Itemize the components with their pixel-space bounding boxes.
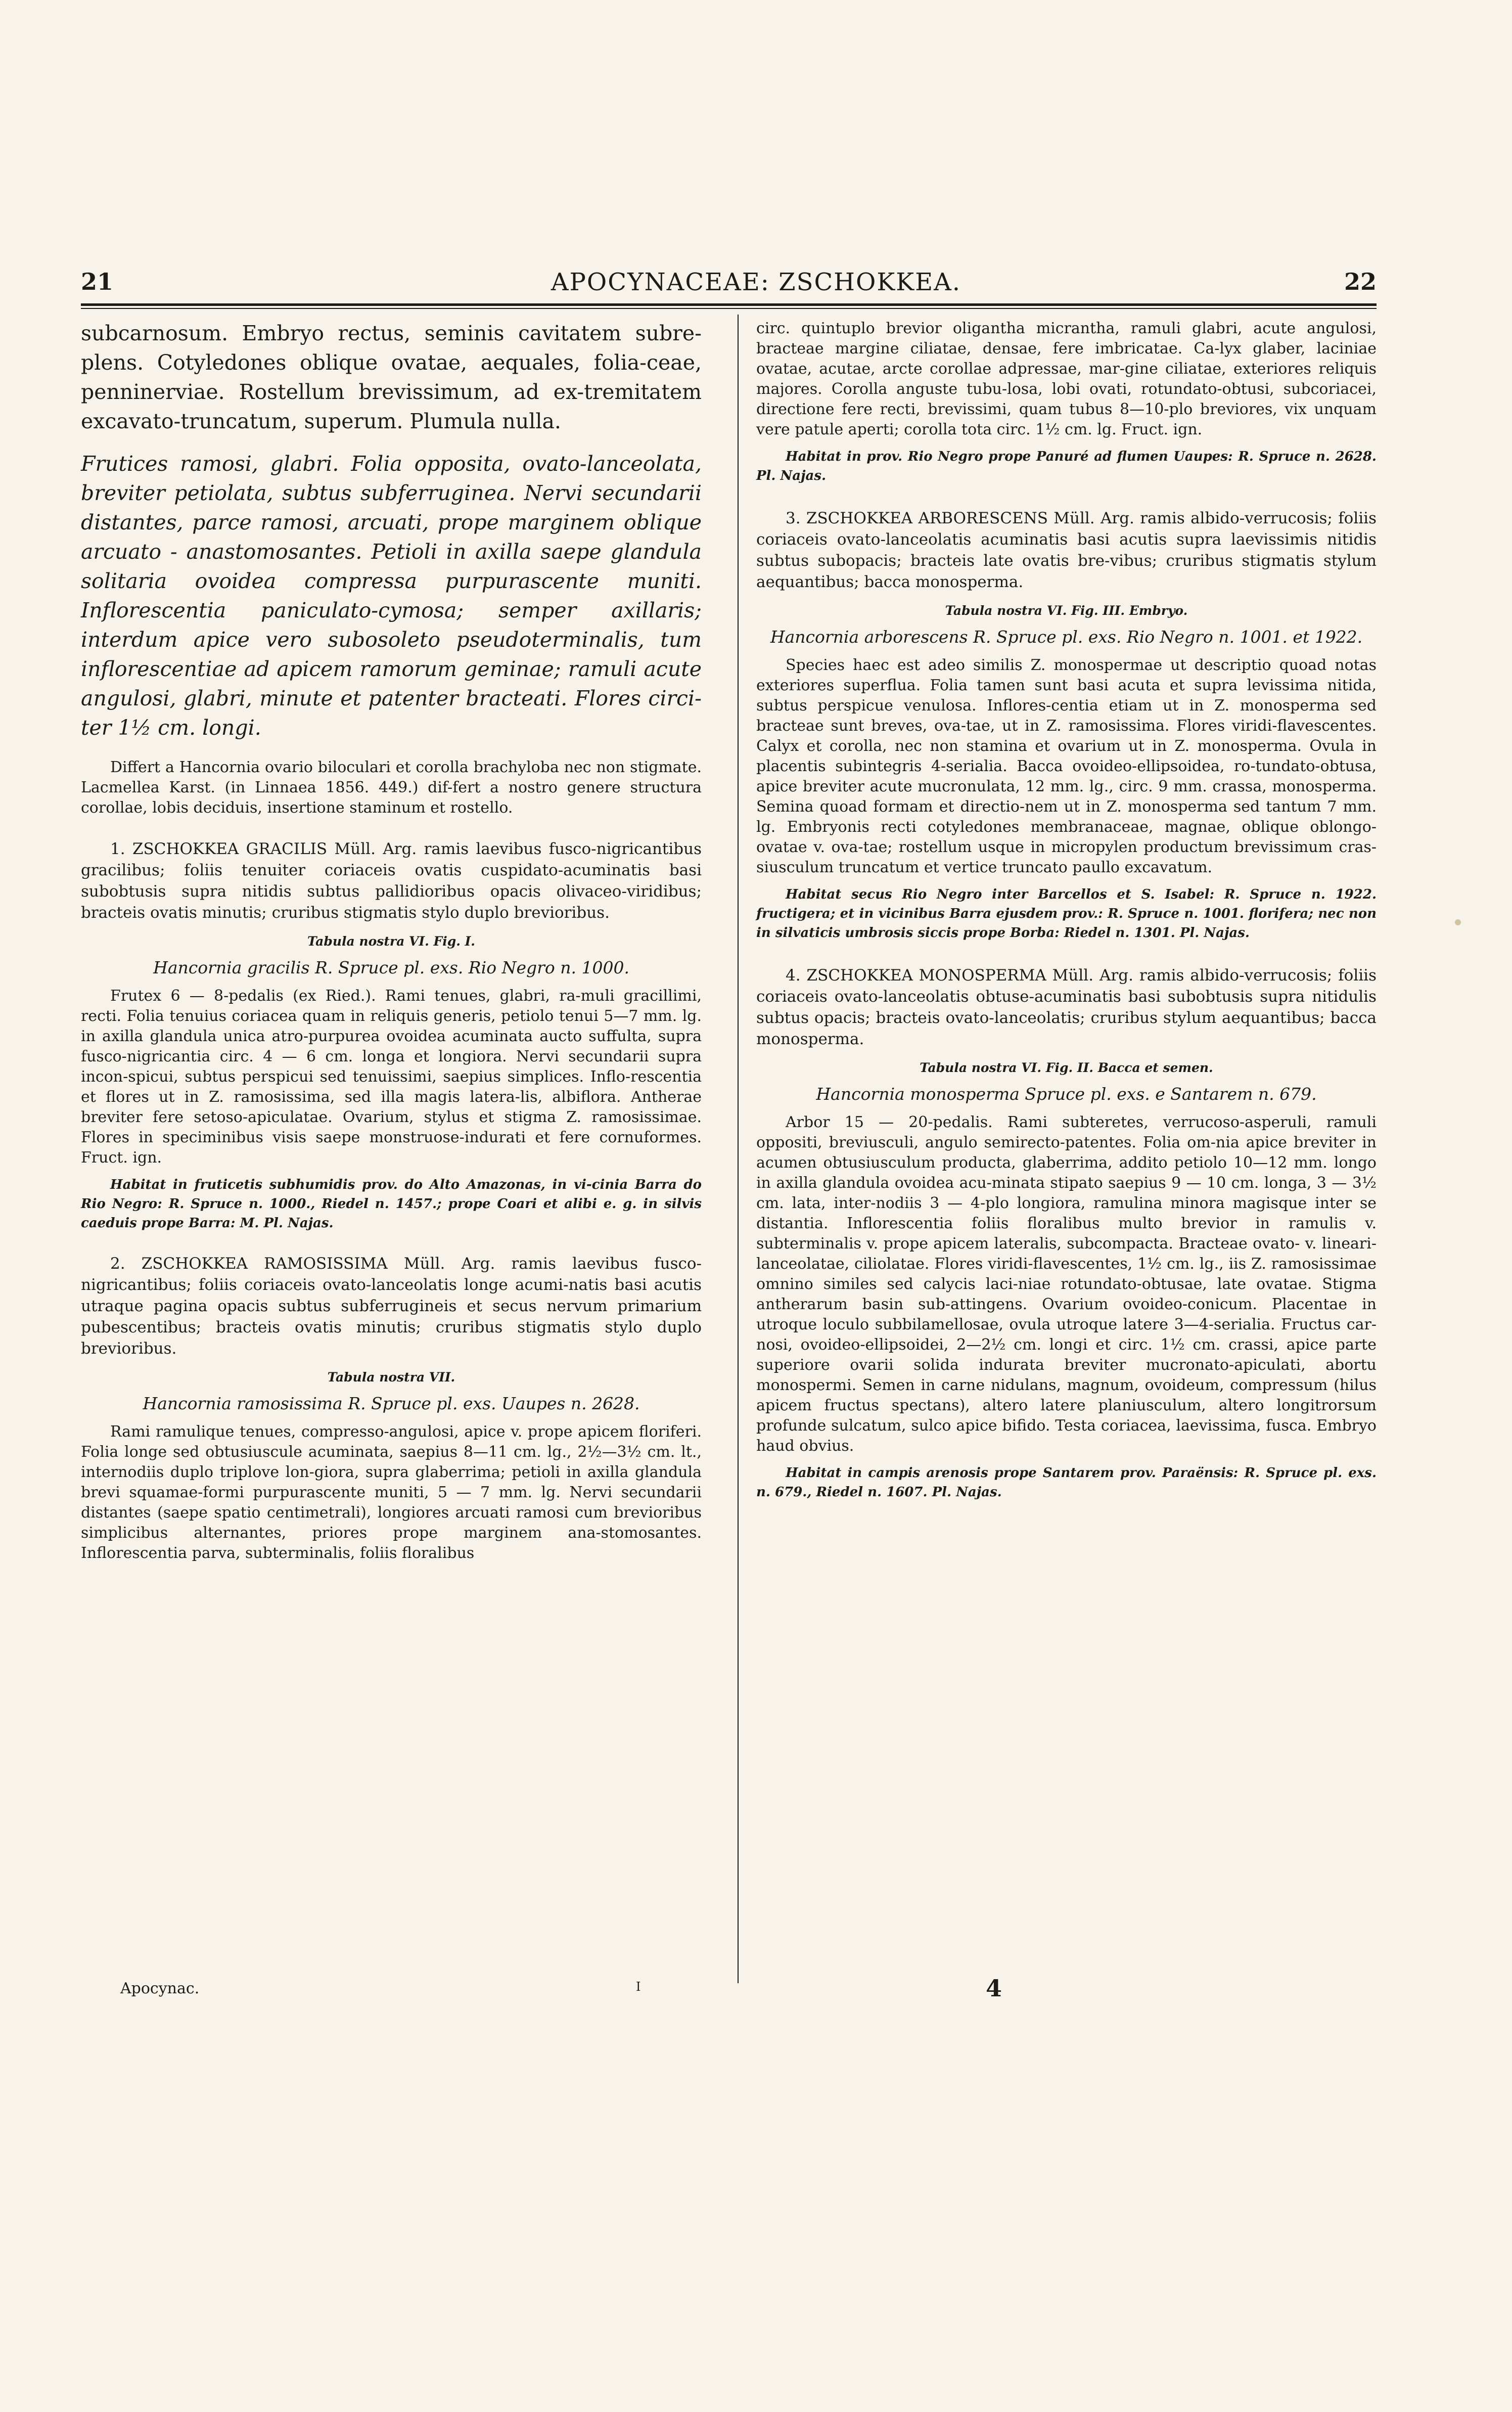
left-column: [81, 319, 702, 1564]
species-3-habitat: Habitat secus Rio Negro inter Barcellos et S. Isabel: R. Spruce n. 1922. fructigera; et in vicinibus Barra ejusdem prov.: R. Spruce n. 1001. florifera; nec non in silvaticis umbrosis siccis prope Borba: Riedel n. 1301. Pl. Najas.: [756, 887, 1377, 941]
foxing-spot: [1455, 919, 1461, 925]
species-2-description: Rami ramulique tenues, compresso-angulosi, apice v. prope apicem floriferi. Folia longe sed obtusiuscule acuminata, saepius 8—11 cm. lg., 2½—3½ cm. lt., internodiis duplo triplove lon-giora, supra glaberrima; petioli in axilla glandula brevi squamae-formi purpurascente muniti, 5 — 7 mm. lg. Nervi secundarii distantes (saepe spatio centimetrali), longiores arcuati ramosi cum brevioribus simplicibus alternantes, priores prope marginem ana-stomosantes. Inflorescentia parva, subterminalis, foliis floralibus: [81, 1423, 702, 1562]
footer-sheet-number: 4: [986, 1975, 1002, 2002]
header-rule-thin: [81, 308, 1377, 309]
species-1-synonym: Hancornia gracilis R. Spruce pl. exs. Rio Negro n. 1000.: [153, 958, 629, 977]
page-number-right: 22: [1344, 268, 1377, 295]
running-title: APOCYNACEAE: ZSCHOKKEA.: [551, 268, 961, 296]
species-4-synonym: Hancornia monosperma Spruce pl. exs. e Santarem n. 679.: [816, 1084, 1317, 1104]
species-1-plate: Tabula nostra VI. Fig. I.: [307, 934, 476, 949]
species-4-habitat: Habitat in campis arenosis prope Santarem prov. Paraënsis: R. Spruce pl. exs. n. 679., Riedel n. 1607. Pl. Najas.: [756, 1465, 1377, 1500]
page-number-left: 21: [81, 268, 114, 295]
species-2-synonym: Hancornia ramosissima R. Spruce pl. exs. Uaupes n. 2628.: [143, 1394, 640, 1413]
running-header: [0, 268, 1512, 308]
species-3-heading: 3. ZSCHOKKEA ARBORESCENS Müll. Arg. ramis albido-verrucosis; foliis coriaceis ovato-lanceolatis acuminatis basi acutis supra laevissimis nitidis subtus subopacis; bracteis late ovatis bre-vibus; cruribus stigmatis stylum aequantibus; bacca monosperma.: [756, 509, 1377, 591]
species-2-habitat: Habitat in prov. Rio Negro prope Panuré ad flumen Uaupes: R. Spruce n. 2628. Pl. Najas.: [756, 449, 1377, 483]
species-4-heading: 4. ZSCHOKKEA MONOSPERMA Müll. Arg. ramis albido-verrucosis; foliis coriaceis ovato-lanceolatis obtuse-acuminatis basi subobtusis supra nitidulis subtus opacis; bracteis ovato-lanceolatis; cruribus stylum aequantibus; bacca monosperma.: [756, 966, 1377, 1048]
species-3-synonym: Hancornia arborescens R. Spruce pl. exs. Rio Negro n. 1001. et 1922.: [770, 627, 1363, 647]
genus-diagnosis: Frutices ramosi, glabri. Folia opposita, ovato-lanceolata, breviter petiolata, subtus subferruginea. Nervi secundarii distantes, parce ramosi, arcuati, prope marginem oblique arcuato - anastomosantes. Petioli in axilla saepe glandula solitaria ovoidea compressa purpurascente muniti. Inflorescentia paniculato-cymosa; semper axillaris; interdum apice vero subosoleto pseudoterminalis, tum inflorescentiae ad apicem ramorum geminae; ramuli acute angulosi, glabri, minute et patenter bracteati. Flores circi-ter 1½ cm. longi.: [81, 452, 702, 740]
genus-differt: Differt a Hancornia ovario biloculari et corolla brachyloba nec non stigmate. Lacmellea Karst. (in Linnaea 1856. 449.) dif-fert a nostro genere structura corollae, lobis deciduis, insertione staminum et rostello.: [81, 758, 702, 817]
right-column: [756, 319, 1377, 1502]
species-2-plate: Tabula nostra VII.: [327, 1370, 455, 1384]
species-1-description: Frutex 6 — 8-pedalis (ex Ried.). Rami tenues, glabri, ra-muli gracillimi, recti. Folia tenuius coriacea quam in reliquis generis, petiolo tenui 5—7 mm. lg. in axilla glandula unica atro-purpurea ovoidea acuminata aucto suffulta, supra fusco-nigricantia circ. 4 — 6 cm. longa et longiora. Nervi secundarii supra incon-spicui, subtus perspicui sed tenuissimi, saepius simplices. Inflo-rescentia et flores ut in Z. ramosissima, sed illa magis latera-lis, albiflora. Antherae breviter fere setoso-apiculatae. Ovarium, stylus et stigma Z. ramosissimae. Flores in speciminibus visis saepe monstruose-indurati et fere cornuformes. Fruct. ign.: [81, 987, 702, 1167]
genus-intro: subcarnosum. Embryo rectus, seminis cavitatem subre-plens. Cotyledones oblique ovatae, aequales, folia-ceae, penninerviae. Rostellum brevissimum, ad ex-tremitatem excavato-truncatum, superum. Plumula nulla.: [81, 321, 702, 433]
species-1-habitat: Habitat in fruticetis subhumidis prov. do Alto Amazonas, in vi-cinia Barra do Rio Negro: R. Spruce n. 1000., Riedel n. 1457.; prope Coari et alibi e. g. in silvis caeduis prope Barra: M. Pl. Najas.: [81, 1177, 702, 1231]
header-rule: [81, 303, 1377, 306]
footer-mark: I: [636, 1980, 641, 1994]
species-4-plate: Tabula nostra VI. Fig. II. Bacca et semen.: [920, 1060, 1213, 1075]
footer-signature: Apocynac.: [120, 1980, 200, 1997]
species-3-plate: Tabula nostra VI. Fig. III. Embryo.: [945, 603, 1188, 618]
species-4-description: Arbor 15 — 20-pedalis. Rami subteretes, verrucoso-asperuli, ramuli oppositi, breviusculi, angulo semirecto-patentes. Folia om-nia apice breviter in acumen obtusiusculum producta, glaberrima, addito petiolo 10—12 mm. longo in axilla glandula ovoidea acu-minata stipato saepius 9 — 10 cm. longa, 3 — 3½ cm. lata, inter-nodiis 3 — 4-plo longiora, ramulina minora magisque inter se distantia. Inflorescentia foliis floralibus multo brevior in ramulis v. subterminalis v. prope apicem lateralis, subcompacta. Bracteae ovato- v. lineari-lanceolatae, ciliolatae. Flores viridi-flavescentes, 1½ cm. lg., iis Z. ramosissimae omnino similes sed calycis laci-niae rotundato-obtusae, late ovatae. Stigma antherarum basin sub-attingens. Ovarium ovoideo-conicum. Placentae in utroque loculo subbilamellosae, ovula utroque latere 3—4-serialia. Fructus car-nosi, ovoideo-ellipsoidei, 2—2½ cm. longi et circ. 1½ cm. crassi, apice parte superiore ovarii solida indurata breviter mucronato-apiculati, abortu monospermi. Semen in carne nidulans, magnum, ovoideum, compressum (hilus apicem fructus spectans), altero latere planiusculum, altero longitrorsum profunde sulcatum, sulco apice bifido. Testa coriacea, laevissima, fusca. Embryo haud obvius.: [756, 1113, 1377, 1455]
species-1-heading: 1. ZSCHOKKEA GRACILIS Müll. Arg. ramis laevibus fusco-nigricantibus gracilibus; foliis tenuiter coriaceis ovatis cuspidato-acuminatis basi subobtusis supra nitidis subtus pallidioribus opacis olivaceo-viridibus; bracteis ovatis minutis; cruribus stigmatis stylo duplo brevioribus.: [81, 840, 702, 922]
species-2-heading: 2. ZSCHOKKEA RAMOSISSIMA Müll. Arg. ramis laevibus fusco-nigricantibus; foliis coriaceis ovato-lanceolatis longe acumi-natis basi acutis utraque pagina opacis subtus subferrugineis et secus nervum primarium pubescentibus; bracteis ovatis minutis; cruribus stigmatis stylo duplo brevioribus.: [81, 1255, 702, 1358]
species-2-continued: circ. quintuplo brevior oligantha micrantha, ramuli glabri, acute angulosi, bracteae margine ciliatae, densae, fere imbricatae. Ca-lyx glaber, laciniae ovatae, acutae, arcte corollae adpressae, mar-gine ciliatae, exteriores reliquis majores. Corolla anguste tubu-losa, lobi ovati, rotundato-obtusi, subcoriacei, directione fere recti, brevissimi, quam tubus 8—10-plo breviores, vix unquam vere patule aperti; corolla tota circ. 1½ cm. lg. Fruct. ign.: [756, 320, 1377, 438]
column-divider: [738, 315, 739, 1983]
species-3-description: Species haec est adeo similis Z. monospermae ut descriptio quoad notas exteriores superflua. Folia tamen sunt basi acuta et supra levissima nitida, subtus perspicue venulosa. Inflores-centia etiam ut in Z. monosperma sed bracteae sunt breves, ova-tae, ut in Z. ramosissima. Flores viridi-flavescentes. Calyx et corolla, nec non stamina et ovarium ut in Z. monosperma. Ovula in placentis subintegris 4-serialia. Bacca ovoideo-ellipsoidea, ro-tundato-obtusa, apice breviter acute mucronulata, 12 mm. lg., circ. 9 mm. crassa, monosperma. Semina quoad formam et directio-nem ut in Z. monosperma sed tantum 7 mm. lg. Embryonis recti cotyledones membranaceae, magnae, oblique oblongo-ovatae v. ova-tae; rostellum usque in micropylen productum brevissimum cras-siusculum truncatum et vertice truncato paullo excavatum.: [756, 656, 1377, 876]
